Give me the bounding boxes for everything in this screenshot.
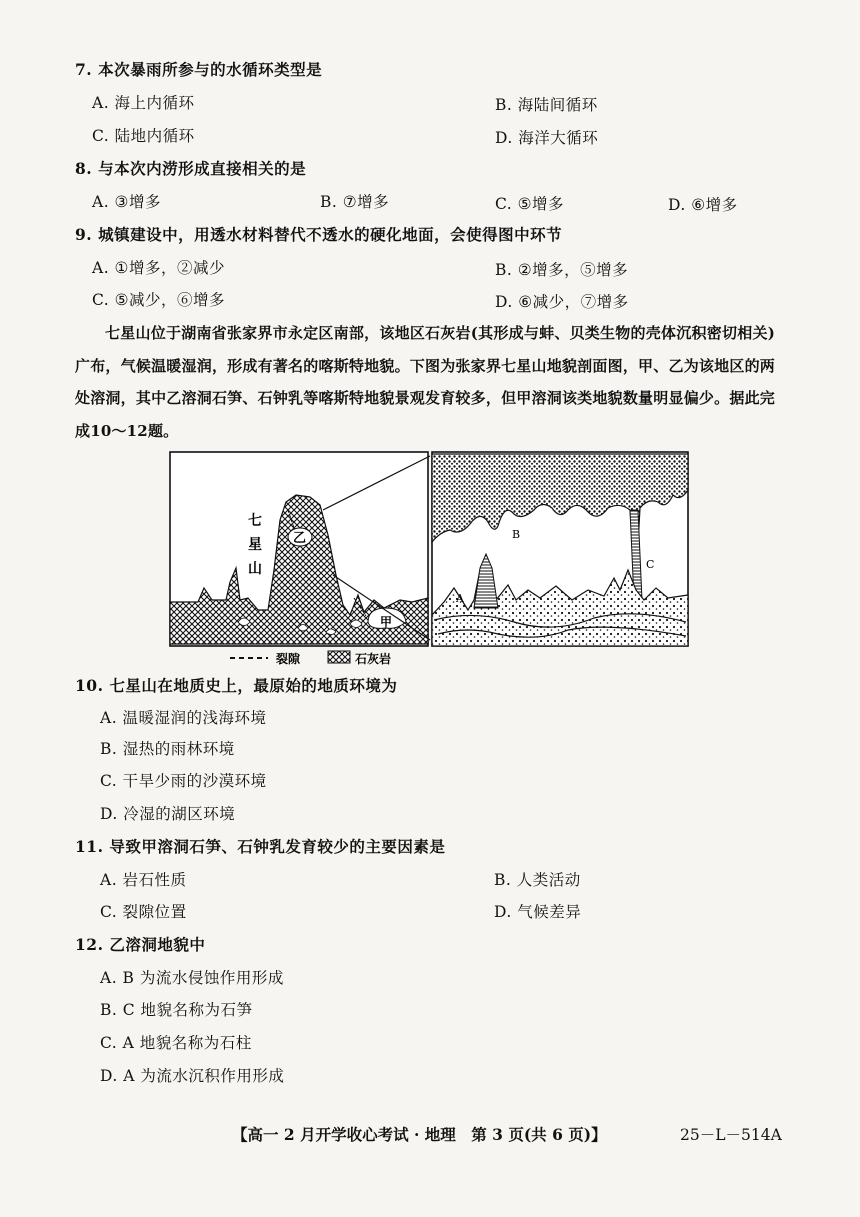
mountain-label-1: 七 <box>248 513 262 529</box>
q9-option-b: B. ②增多，⑤增多 <box>495 261 629 279</box>
q9-option-c: C. ⑤减少，⑥增多 <box>92 291 226 309</box>
q10-option-b: B. 湿热的雨林环境 <box>100 740 235 758</box>
page-footer-code: 25－L－514A <box>680 1126 782 1144</box>
q12-option-c: C. A 地貌名称为石柱 <box>100 1034 252 1052</box>
legend-fissure: 裂隙 <box>276 652 301 666</box>
mountain-label-3: 山 <box>248 561 262 577</box>
question-8-stem: 8. 与本次内涝形成直接相关的是 <box>75 159 307 178</box>
label-c: C <box>646 558 655 571</box>
q9-option-d: D. ⑥减少，⑦增多 <box>495 293 629 311</box>
question-11-stem: 11. 导致甲溶洞石笋、石钟乳发育较少的主要因素是 <box>75 837 446 856</box>
cave-jia-label: 甲 <box>380 615 393 629</box>
q11-option-d: D. 气候差异 <box>494 903 582 921</box>
page-footer-title: 【高一 2 月开学收心考试 · 地理 第 3 页(共 6 页)】 <box>232 1125 607 1144</box>
q10-option-a: A. 温暖湿润的浅海环境 <box>100 709 267 727</box>
qixingshan-profile-figure <box>168 450 690 668</box>
q11-option-c: C. 裂隙位置 <box>100 903 187 921</box>
mountain-label-2: 星 <box>248 537 262 553</box>
label-b: B <box>512 528 521 541</box>
q7-option-c: C. 陆地内循环 <box>92 127 195 145</box>
q11-option-b: B. 人类活动 <box>494 871 581 889</box>
q8-option-c: C. ⑤增多 <box>495 195 565 213</box>
question-10-stem: 10. 七星山在地质史上，最原始的地质环境为 <box>75 676 398 695</box>
q7-option-a: A. 海上内循环 <box>92 94 195 112</box>
label-a: A <box>456 592 464 605</box>
q11-option-a: A. 岩石性质 <box>100 871 187 889</box>
q12-option-b: B. C 地貌名称为石笋 <box>100 1001 253 1019</box>
question-9-stem: 9. 城镇建设中，用透水材料替代不透水的硬化地面，会使得图中环节 <box>75 225 563 244</box>
q12-option-a: A. B 为流水侵蚀作用形成 <box>100 969 284 987</box>
q8-option-b: B. ⑦增多 <box>320 193 390 211</box>
q8-option-a: A. ③增多 <box>92 193 161 211</box>
q10-option-d: D. 冷湿的湖区环境 <box>100 805 236 823</box>
q7-option-b: B. 海陆间循环 <box>495 96 598 114</box>
cave-yi-label: 乙 <box>293 531 307 546</box>
q10-option-c: C. 干旱少雨的沙漠环境 <box>100 772 267 790</box>
q8-option-d: D. ⑥增多 <box>668 196 738 214</box>
question-12-stem: 12. 乙溶洞地貌中 <box>75 935 206 954</box>
q7-option-d: D. 海洋大循环 <box>495 129 599 147</box>
q12-option-d: D. A 为流水沉积作用形成 <box>100 1067 285 1085</box>
q9-option-a: A. ①增多，②减少 <box>92 259 225 277</box>
legend-limestone: 石灰岩 <box>355 652 392 666</box>
question-7-stem: 7. 本次暴雨所参与的水循环类型是 <box>75 60 323 79</box>
passage-text: 七星山位于湖南省张家界市永定区南部，该地区石灰岩(其形成与蚌、贝类生物的壳体沉积密切相关)广布，气候温暖湿润，形成有著名的喀斯特地貌。下图为张家界七星山地貌剖面图，甲、乙为该地区的两处溶洞，其中乙溶洞石笋、石钟乳等喀斯特地貌景观发育较多，但甲溶洞该类地貌数量明显偏少。据此完成10～12题。 <box>75 324 775 440</box>
